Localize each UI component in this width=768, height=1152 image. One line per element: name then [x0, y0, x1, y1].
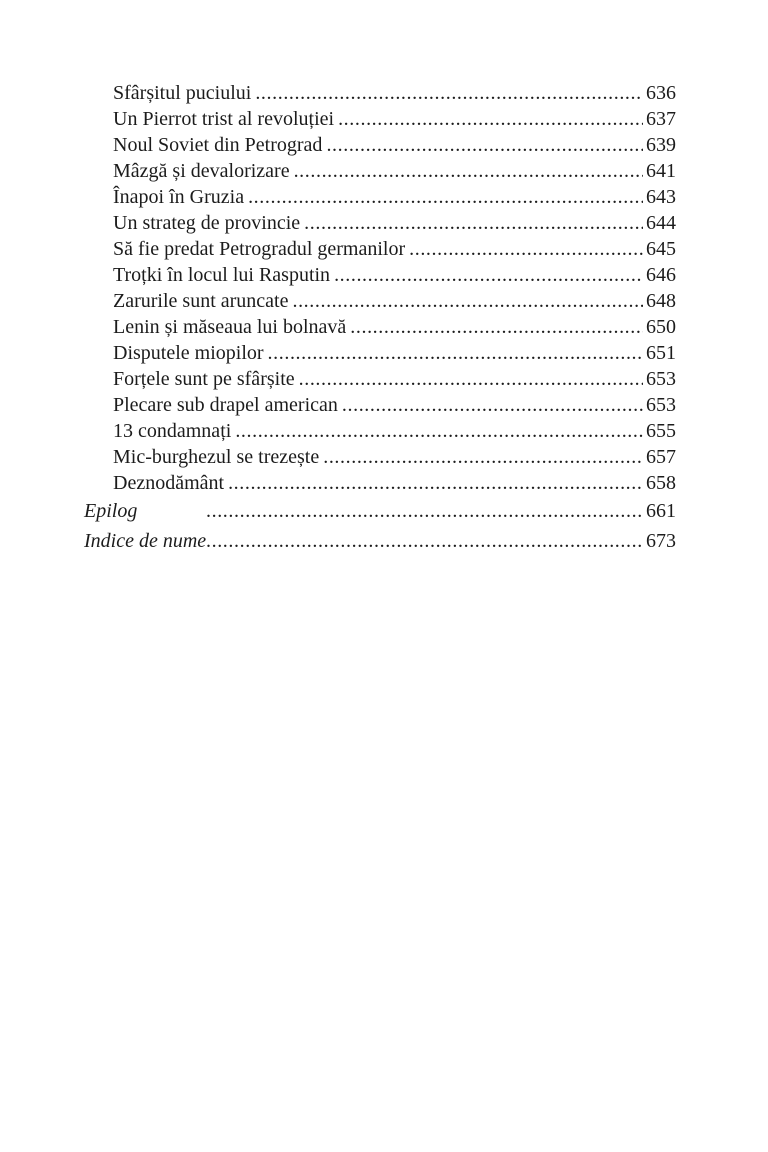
toc-entry-title: 13 condamnați: [113, 420, 232, 442]
toc-page-number: 657: [646, 446, 676, 468]
toc-dot-leader: [338, 106, 643, 132]
toc-dot-leader: [248, 184, 643, 210]
toc-page-number: 661: [646, 500, 676, 522]
toc-page-number: 650: [646, 316, 676, 338]
toc-dot-leader: [294, 158, 643, 184]
toc-page-number: 643: [646, 186, 676, 208]
toc-entry: [84, 236, 676, 262]
toc-dot-leader: [292, 288, 643, 314]
toc-entry-title: Un Pierrot trist al revoluției: [113, 108, 335, 130]
toc-dot-leader: [350, 314, 643, 340]
toc-dot-leader: [326, 132, 643, 158]
toc-page-number: 644: [646, 212, 676, 234]
toc-page-number: 653: [646, 368, 676, 390]
toc-entry-title: Plecare sub drapel american: [113, 394, 338, 416]
toc-entry: [84, 366, 676, 392]
toc-page-number: 651: [646, 342, 676, 364]
toc-page-number: 673: [646, 530, 676, 552]
toc-entry: [84, 470, 676, 496]
toc-dot-leader: [268, 340, 643, 366]
toc-dot-leader: [206, 526, 643, 556]
toc-page-number: 636: [646, 82, 676, 104]
toc-entry-title: Disputele miopilor: [113, 342, 264, 364]
toc-entry-title: Mâzgă și devalorizare: [113, 160, 290, 182]
toc-dot-leader: [235, 418, 643, 444]
toc-page-number: 641: [646, 160, 676, 182]
toc-entry: [84, 106, 676, 132]
toc-dot-leader: [299, 366, 643, 392]
toc-entry: [84, 392, 676, 418]
toc-entry-title: Un strateg de provincie: [113, 212, 301, 234]
toc-page-number: 645: [646, 238, 676, 260]
toc-entry: [84, 288, 676, 314]
toc-entry: [84, 444, 676, 470]
toc-entry: [84, 314, 676, 340]
toc-entry-title: Lenin și măseaua lui bolnavă: [113, 316, 347, 338]
toc-entry: [84, 158, 676, 184]
toc-dot-leader: [323, 444, 643, 470]
toc-entry: [84, 184, 676, 210]
toc-entry-title: Mic-burghezul se trezește: [113, 446, 320, 468]
toc-entry-title: Forțele sunt pe sfârșite: [113, 368, 295, 390]
toc-dot-leader: [228, 470, 643, 496]
toc-entry: [84, 262, 676, 288]
toc-page-number: 639: [646, 134, 676, 156]
toc-entry-title: Indice de nume: [84, 530, 207, 552]
toc-entry: [84, 418, 676, 444]
toc-entry: [84, 80, 676, 106]
toc-entry: [84, 340, 676, 366]
toc-entry-title: Să fie predat Petrogradul germanilor: [113, 238, 406, 260]
toc-dot-leader: [255, 80, 643, 106]
toc-page-number: 655: [646, 420, 676, 442]
toc-entry-title: Noul Soviet din Petrograd: [113, 134, 323, 156]
toc-page-number: 637: [646, 108, 676, 130]
toc-entry-title: Deznodământ: [113, 472, 225, 494]
toc-dot-leader: [206, 496, 643, 526]
toc-page-number: 648: [646, 290, 676, 312]
toc-page-number: 658: [646, 472, 676, 494]
toc-dot-leader: [304, 210, 643, 236]
toc-page-number: 646: [646, 264, 676, 286]
toc-entry-title: Epilog: [84, 500, 138, 522]
toc-dot-leader: [342, 392, 643, 418]
toc-entry-title: Înapoi în Gruzia: [113, 186, 245, 208]
toc-entry: [84, 132, 676, 158]
toc-entry: [84, 210, 676, 236]
toc-entry-title: Sfârșitul puciului: [113, 82, 252, 104]
toc-dot-leader: [409, 236, 643, 262]
toc-entry: [84, 526, 676, 556]
toc-entry: [84, 496, 676, 526]
toc-entry-title: Zarurile sunt aruncate: [113, 290, 289, 312]
toc-list: [84, 80, 676, 556]
toc-entry-title: Troțki în locul lui Rasputin: [113, 264, 331, 286]
toc-page-number: 653: [646, 394, 676, 416]
toc-dot-leader: [334, 262, 643, 288]
